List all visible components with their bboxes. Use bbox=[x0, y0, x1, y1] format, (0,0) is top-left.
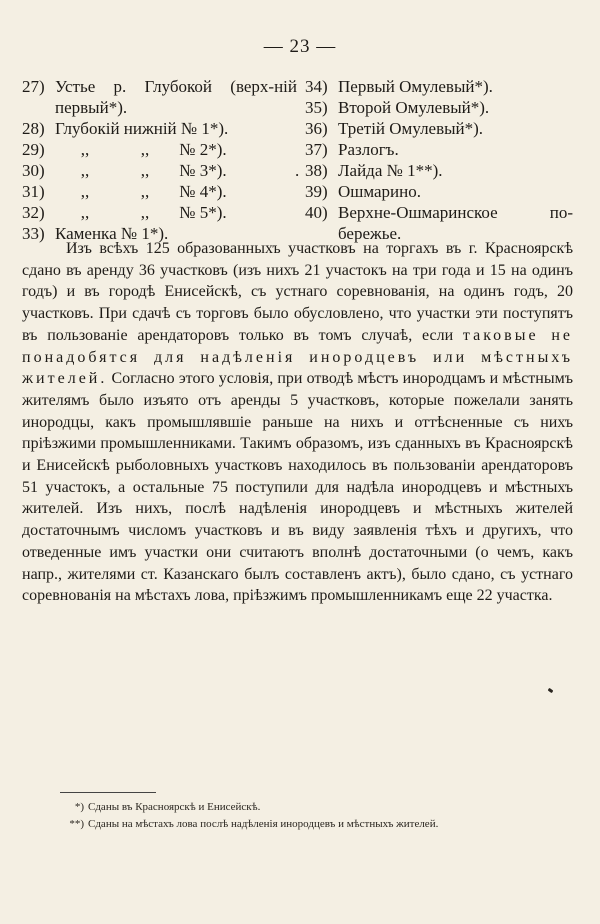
item-number: 30) bbox=[22, 161, 45, 180]
ink-speck bbox=[548, 688, 554, 693]
list-item bbox=[305, 97, 573, 118]
item-number: 31) bbox=[22, 182, 45, 201]
list-item bbox=[295, 160, 573, 181]
paragraph-text: Согласно этого условія, при отводѣ мѣстъ инородцамъ и мѣстнымъ жителямъ было изъято отъ аренды 5 участковъ, которые пожелали занять инородцы, какъ промышлявшіе раньше на нихъ и оттѣсненные съ нихъ пріѣзжими промышленниками. Такимъ образомъ, изъ сданныхъ въ Красноярскѣ и Енисейскѣ рыболовныхъ участковъ находилось въ пользованіи арендаторовъ 51 участокъ, а остальные 75 поступили для надѣла инородцевъ и мѣстныхъ жителей. Изъ нихъ, послѣ надѣленія инородцевъ и мѣстныхъ жителей достаточнымъ числомъ участковъ и въ виду заявленія тѣхъ и другихъ, что отведенные имъ участки они считаютъ вполнѣ достаточными (о чемъ, какъ напр., жителями ст. Казанскаго былъ составленъ актъ), было сдано, съ устнаго соревнованія на мѣстахъ лова, пріѣзжимъ промышленникамъ еще 22 участка. bbox=[22, 370, 573, 605]
item-text: № 3*). bbox=[179, 161, 227, 180]
list-item bbox=[22, 181, 297, 202]
item-text: Третій Омулевый*). bbox=[338, 119, 484, 138]
footnote bbox=[60, 816, 580, 833]
list-item bbox=[305, 139, 573, 160]
ditto-mark: ,, bbox=[140, 161, 150, 180]
item-number: 40) bbox=[305, 203, 328, 222]
footnote-text: Сданы на мѣстахъ лова послѣ надѣленія инородцевъ и мѣстныхъ жителей. bbox=[88, 818, 439, 830]
ditto-mark: ,, bbox=[80, 182, 90, 201]
ditto-mark: ,, bbox=[140, 140, 150, 159]
paragraph-text: Изъ всѣхъ 125 образованныхъ участковъ на торгахъ въ г. Красноярскѣ сдано въ аренду 36 участковъ (изъ нихъ 21 участокъ на три года и 15 на одинъ годъ) и въ городѣ Енисейскѣ, съ устнаго соревнованія, на одинъ годъ, 20 участковъ. При сдачѣ съ торговъ было обусловлено, что участки эти поступятъ въ пользованіе арендаторовъ только въ томъ случаѣ, если bbox=[22, 240, 573, 344]
item-text: № 2*). bbox=[179, 140, 227, 159]
list-item bbox=[22, 160, 300, 181]
item-number: 35) bbox=[305, 98, 328, 117]
footnote-mark: **) bbox=[69, 818, 84, 830]
margin-dot: . bbox=[295, 161, 300, 180]
left-list bbox=[22, 76, 300, 244]
item-text: Второй Омулевый*). bbox=[338, 98, 490, 117]
item-text: Устье р. Глубокой (верх-ній первый*). bbox=[55, 77, 297, 117]
footnote-divider bbox=[60, 792, 156, 793]
list-item bbox=[305, 181, 573, 202]
item-text-row bbox=[55, 181, 297, 202]
item-number: 33) bbox=[22, 224, 45, 243]
item-number: 36) bbox=[305, 119, 328, 138]
footnote-mark: *) bbox=[74, 801, 84, 813]
footnote bbox=[60, 799, 580, 816]
ditto-mark: ,, bbox=[80, 140, 90, 159]
ditto-mark: ,, bbox=[140, 182, 150, 201]
item-text: Первый Омулевый*). bbox=[338, 77, 493, 96]
item-number: 27) bbox=[22, 77, 45, 96]
list-item bbox=[305, 118, 573, 139]
item-text-row bbox=[55, 202, 297, 223]
item-number: 39) bbox=[305, 182, 328, 201]
item-text: № 4*). bbox=[179, 182, 227, 201]
ditto-mark: ,, bbox=[140, 203, 150, 222]
list-item bbox=[22, 76, 297, 118]
item-text: Каменка № 1*). bbox=[55, 224, 169, 243]
list-item bbox=[22, 202, 297, 223]
footnote-text: Сданы въ Красноярскѣ и Енисейскѣ. bbox=[88, 801, 261, 813]
list-item bbox=[22, 139, 297, 160]
item-number: 34) bbox=[305, 77, 328, 96]
ditto-mark: ,, bbox=[80, 161, 90, 180]
page-number: — 23 — bbox=[263, 36, 337, 57]
item-number: 32) bbox=[22, 203, 45, 222]
paragraph bbox=[22, 238, 573, 607]
item-text: Разлогъ. bbox=[338, 140, 399, 159]
footnotes bbox=[60, 799, 580, 833]
item-number: 38) bbox=[305, 161, 328, 180]
item-text: Верхне-Ошмаринское по-бережье. bbox=[338, 203, 573, 243]
item-text-row bbox=[55, 160, 300, 181]
item-text: Лайда № 1**). bbox=[338, 161, 443, 180]
item-number: 29) bbox=[22, 140, 45, 159]
item-text-row bbox=[55, 139, 297, 160]
list-item bbox=[22, 118, 297, 139]
list-item bbox=[305, 76, 573, 97]
item-text: № 5*). bbox=[179, 203, 227, 222]
spaced-emphasis: таковые не понадобятся для надѣленія инородцевъ или мѣстныхъ жителей. bbox=[22, 326, 574, 388]
item-text: Ошмарино. bbox=[338, 182, 421, 201]
item-number: 28) bbox=[22, 119, 45, 138]
main-paragraph bbox=[22, 238, 573, 607]
ditto-mark: ,, bbox=[80, 203, 90, 222]
item-text: Глубокій нижній № 1*). bbox=[55, 119, 229, 138]
item-number: 37) bbox=[305, 140, 328, 159]
right-list bbox=[295, 76, 573, 244]
